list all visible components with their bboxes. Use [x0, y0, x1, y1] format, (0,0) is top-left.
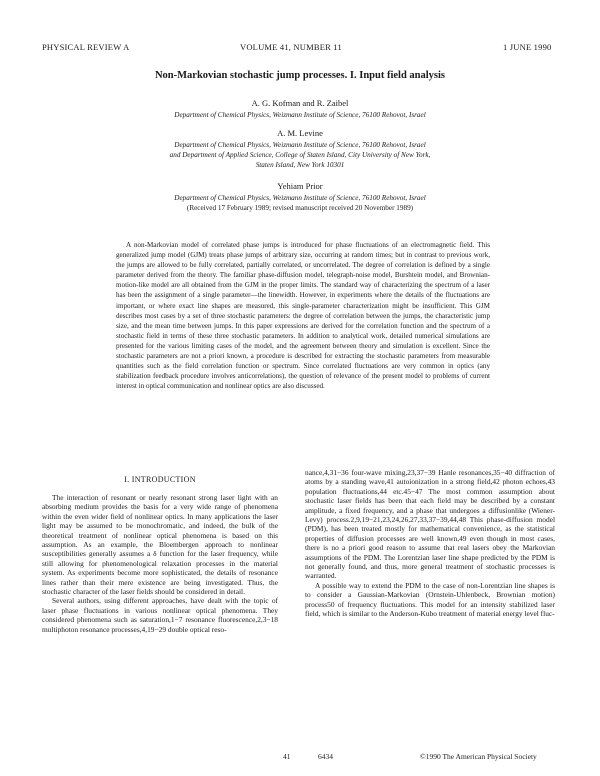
abstract-text: A non-Markovian model of correlated phase jumps is introduced for phase fluctuations of an electromagnetic field. This generalized jump model (GJM) treats phase jumps of arbitrary size, occurring at random times; but in contrast to previous work, the jumps are allowed to be fully correlated, partially correlated, or uncorrelated. The degree of correlation is defined by a single parameter derived from the theory. The familiar phase-diffusion model, telegraph-noise model, Burshtein model, and Brownian-motion-like model are all obtained from the GJM in the proper limits. The standard way of characterizing the spectrum of a laser has been the assignment of a single parameter—the linewidth. However, in experiments where the details of the fluctuations are important, or where exact line shapes are measured, this single-parameter characterization might be insufficient. This GJM describes most cases by a set of three stochastic parameters: the degree of correlation between the jumps, the characteristic jump size, and the mean time between jumps. In this paper expressions are derived for the correlation function and the spectrum of a stochastic field in terms of these three stochastic parameters. In addition to analytical work, detailed numerical simulations are presented for the various limiting cases of the model, and the agreement between theory and simulation is excellent. Since the stochastic parameters are not a priori known, a procedure is described for extracting the stochastic parameters from measurable quantities such as the field correlation function or spectrum. Since correlated fluctuations are very common in optics (any stabilization feedback procedure involves anticorrelations), the question of relevance of the present model to problems of current interest in optical communication and nonlinear optics are also discussed. — [116, 241, 490, 391]
author-affiliation: and Department of Applied Science, College of Staten Island, City University of New York, — [169, 151, 431, 159]
body-paragraph: Several authors, using different approaches, have dealt with the topic of laser phase fluctuations in various nonlinear optical phenomena. They considered phenomena such as saturation,1−7 resonance fluorescence,2,3−18 multiphoton resonance processes,4,19−29 double optical reso- — [42, 596, 278, 634]
author-affiliation: Department of Chemical Physics, Weizmann Institute of Science, 76100 Rehovot, Israel — [174, 194, 426, 202]
body-paragraph: nance,4,31−36 four-wave mixing,23,37−39 Hanle resonances,35−40 diffraction of atoms by a standing wave,41 autoionization in a strong field,42 photon echoes,43 population fluctuations,44 etc.45−47 The most common assumption about stochastic laser fields has been that each field may be described by a constant amplitude, a fixed frequency, and a phase that undergoes a diffusionlike (Wiener-Levy) process.2,9,19−21,23,24,26,27,33,37−39,44,48 This phase-diffusion model (PDM), has been treated mostly for mathematical convenience, as the statistical properties of diffusion processes are well known,49 even though in most cases, there is no a priori good reason to assume that real lasers obey the Markovian assumptions of the PDM. The Lorentzian laser line shape predicted by the PDM is not generally found, and thus, more general treatment of stochastic processes is warranted. — [305, 468, 555, 581]
journal-name: PHYSICAL REVIEW A — [42, 42, 130, 52]
author-names: Yehiam Prior — [277, 181, 323, 191]
abstract — [116, 240, 490, 391]
author-affiliation: Department of Chemical Physics, Weizmann Institute of Science, 76100 Rehovot, Israel — [174, 111, 426, 119]
left-column — [42, 493, 278, 634]
author-names: A. M. Levine — [277, 128, 323, 138]
section-heading: I. INTRODUCTION — [124, 475, 196, 484]
volume-number: VOLUME 41, NUMBER 11 — [240, 42, 342, 52]
body-paragraph: The interaction of resonant or nearly resonant strong laser light with an absorbing medium provides the basis for a very wide range of phenomena within the even wider field of nonlinear optics. In many applications the laser light may be assumed to be monochromatic, and indeed, the bulk of the theoretical treatment of nonlinear optical phenomena is based on this assumption. As an example, the Bloembergen approach to nonlinear susceptibilities generally assumes a δ function for the laser frequency, while still allowing for phenomenological relaxation processes in the material system. As experiments become more sophisticated, the details of resonance lines rather than their mere existence are being investigated. Thus, the stochastic character of the laser fields should be considered in detail. — [42, 493, 278, 597]
page-number: 6434 — [318, 752, 333, 761]
right-column — [305, 468, 555, 619]
issue-date: 1 JUNE 1990 — [503, 42, 552, 52]
author-affiliation: Department of Chemical Physics, Weizmann Institute of Science, 76100 Rehovot, Israel — [174, 141, 426, 149]
body-paragraph: A possible way to extend the PDM to the case of non-Lorentzian line shapes is to consider a Gaussian-Markovian (Ornstein-Uhlenbeck, Brownian motion) process50 of frequency fluctuations. This model for an intensity stabilized laser field, which is similar to the Anderson-Kubo treatment of material energy level fluc- — [305, 580, 555, 619]
paper-title: Non-Markovian stochastic jump processes. I. Input field analysis — [154, 70, 446, 81]
footer-volume: 41 — [283, 752, 291, 761]
copyright-notice: ©1990 The American Physical Society — [420, 752, 537, 761]
author-affiliation: Staten Island, New York 10301 — [255, 161, 345, 169]
received-dates: (Received 17 February 1989; revised manuscript received 20 November 1989) — [186, 204, 414, 212]
author-names: A. G. Kofman and R. Zaibel — [251, 98, 349, 108]
